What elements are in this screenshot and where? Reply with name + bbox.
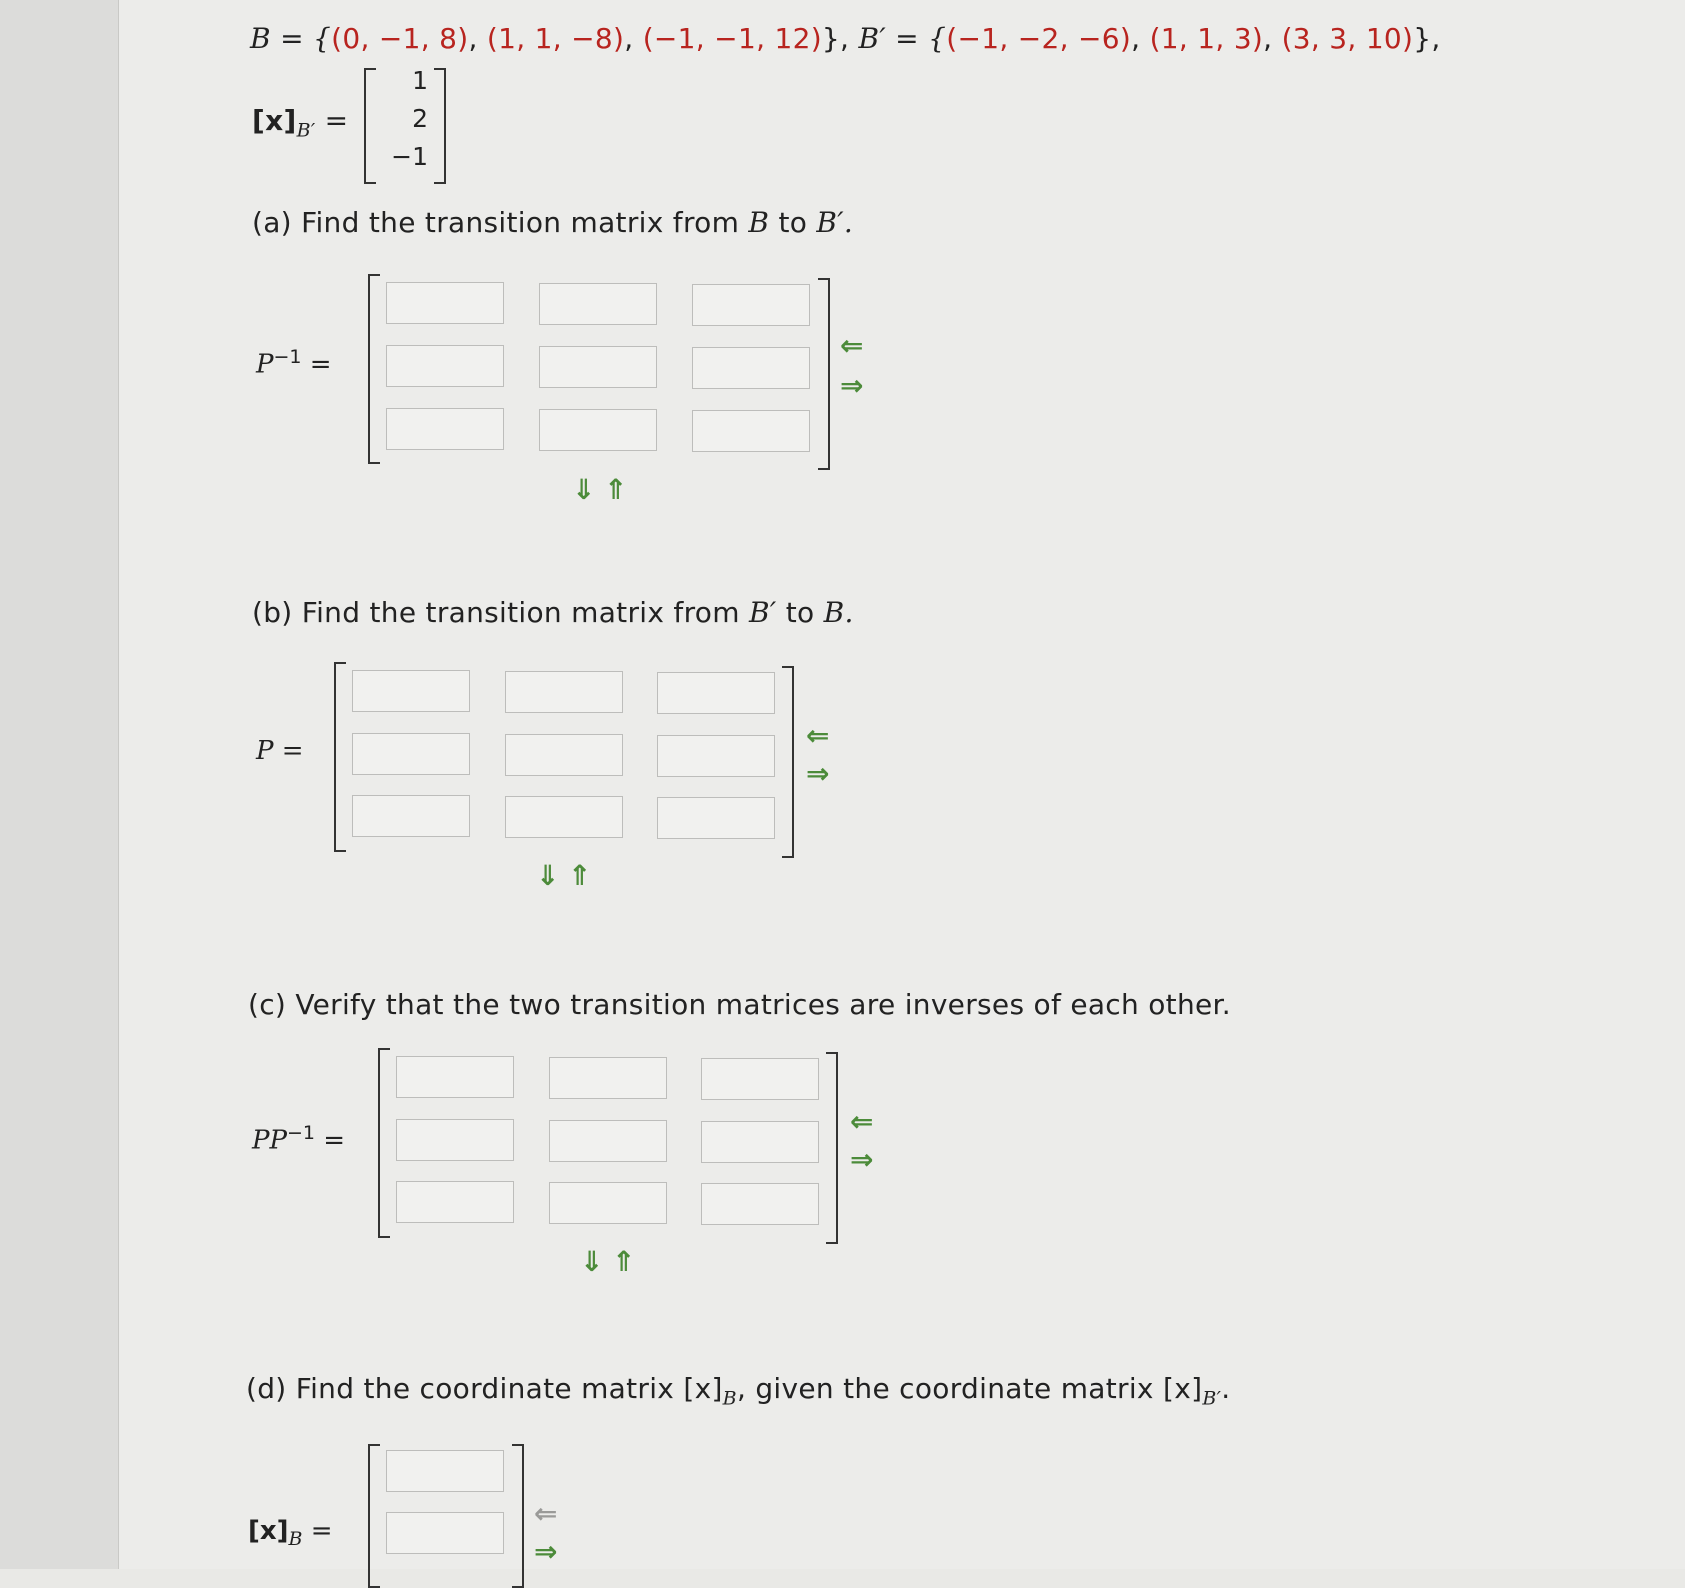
matrix-a-cell-1-2[interactable]	[539, 283, 657, 325]
bracket-right	[434, 68, 446, 184]
prompt-text: to	[769, 206, 817, 239]
matrix-a-bracket-right	[818, 278, 830, 470]
remove-column-arrow-icon[interactable]: ⇒	[840, 369, 864, 402]
matrix-c-cell-2-3[interactable]	[701, 1121, 819, 1163]
matrix-d-cell-1[interactable]	[386, 1450, 504, 1492]
matrix-d-cell-2[interactable]	[386, 1512, 504, 1554]
x-label: [x]	[252, 104, 297, 137]
matrix-c-cell-1-2[interactable]	[549, 1057, 667, 1099]
matrix-b-cell-3-1[interactable]	[352, 795, 470, 837]
add-row-arrow-icon[interactable]: ⇓	[536, 859, 560, 892]
equals: =	[324, 104, 349, 137]
prompt-var: B.	[823, 596, 854, 629]
matrix-d-bracket-right	[512, 1444, 524, 1588]
vector-entry: −1	[391, 142, 428, 171]
prompt-text: .	[1221, 1372, 1231, 1405]
matrix-c-cell-1-3[interactable]	[701, 1058, 819, 1100]
prompt-text: (d) Find the coordinate matrix [x]	[246, 1372, 723, 1405]
remove-row-arrow-icon[interactable]: ⇑	[612, 1245, 636, 1278]
matrix-c-cell-3-3[interactable]	[701, 1183, 819, 1225]
matrix-d-bracket-left	[368, 1444, 380, 1588]
equals: =	[323, 1125, 346, 1156]
add-row-arrow-icon[interactable]: ⇓	[580, 1245, 604, 1278]
add-column-arrow-icon[interactable]: ⇐	[850, 1105, 874, 1138]
basis-B-vector-1: (0, −1, 8)	[331, 22, 469, 55]
basis-B-label: B = {	[250, 22, 332, 55]
x-sub: B′	[296, 119, 316, 142]
part-c-prompt: (c) Verify that the two transition matrices are inverses of each other.	[248, 988, 1231, 1021]
basis-B-vector-3: (−1, −1, 12)	[642, 22, 822, 55]
matrix-a-cell-3-1[interactable]	[386, 408, 504, 450]
part-c-matrix-label	[252, 1122, 345, 1156]
matrix-c-cell-3-2[interactable]	[549, 1182, 667, 1224]
remove-row-arrow-icon[interactable]: ⇑	[604, 473, 628, 506]
matrix-c-cell-2-1[interactable]	[396, 1119, 514, 1161]
matrix-b-cell-3-2[interactable]	[505, 796, 623, 838]
remove-row-arrow-icon[interactable]: ⇑	[568, 859, 592, 892]
prompt-var: B	[748, 206, 770, 239]
prompt-text: (a) Find the transition matrix from	[252, 206, 749, 239]
prompt-text: (b) Find the transition matrix from	[252, 596, 749, 629]
matrix-symbol: P	[256, 349, 274, 380]
matrix-sup: −1	[287, 1122, 316, 1144]
prompt-text: to	[776, 596, 824, 629]
matrix-symbol: [x]	[248, 1516, 289, 1546]
basis-Bprime-vector-3: (3, 3, 10)	[1281, 22, 1414, 55]
add-column-arrow-icon[interactable]: ⇐	[840, 329, 864, 362]
matrix-a-cell-3-2[interactable]	[539, 409, 657, 451]
basis-Bprime-close: },	[1413, 22, 1441, 55]
basis-B-vector-2: (1, 1, −8)	[486, 22, 625, 55]
x-Bprime-label	[252, 104, 348, 142]
basis-Bprime-vector-1: (−1, −2, −6)	[946, 22, 1132, 55]
remove-column-arrow-icon[interactable]: ⇒	[534, 1535, 558, 1568]
matrix-c-cell-1-1[interactable]	[396, 1056, 514, 1098]
part-a-prompt	[252, 206, 853, 239]
prompt-sub: B′	[1202, 1387, 1222, 1410]
prompt-text: , given the coordinate matrix [x]	[736, 1372, 1203, 1405]
equals: =	[310, 1516, 333, 1546]
basis-B-close: },	[821, 22, 850, 55]
matrix-b-cell-3-3[interactable]	[657, 797, 775, 839]
vector-entry: 1	[412, 66, 428, 95]
matrix-a-cell-2-3[interactable]	[692, 347, 810, 389]
add-column-arrow-icon[interactable]: ⇐	[534, 1497, 558, 1530]
matrix-a-bracket-left	[368, 274, 380, 464]
basis-definition-line	[250, 22, 1441, 55]
left-margin	[0, 0, 119, 1569]
matrix-b-cell-2-3[interactable]	[657, 735, 775, 777]
basis-Bprime-vector-2: (1, 1, 3)	[1149, 22, 1264, 55]
matrix-b-bracket-right	[782, 666, 794, 858]
part-b-matrix-label: P =	[256, 736, 304, 766]
matrix-b-cell-1-1[interactable]	[352, 670, 470, 712]
matrix-b-bracket-left	[334, 662, 346, 852]
part-a-matrix-label	[256, 346, 332, 380]
matrix-b-cell-2-1[interactable]	[352, 733, 470, 775]
matrix-a-cell-1-3[interactable]	[692, 284, 810, 326]
matrix-c-cell-2-2[interactable]	[549, 1120, 667, 1162]
prompt-var: B′.	[816, 206, 854, 239]
matrix-symbol: PP	[252, 1125, 287, 1156]
matrix-c-cell-3-1[interactable]	[396, 1181, 514, 1223]
matrix-sub: B	[288, 1528, 303, 1551]
prompt-sub: B	[722, 1387, 737, 1410]
part-b-prompt	[252, 596, 854, 629]
vector-entry: 2	[412, 104, 428, 133]
equals: =	[309, 349, 332, 380]
matrix-a-cell-3-3[interactable]	[692, 410, 810, 452]
matrix-b-cell-1-2[interactable]	[505, 671, 623, 713]
matrix-a-cell-2-2[interactable]	[539, 346, 657, 388]
separator: ,	[1263, 22, 1282, 55]
matrix-a-cell-1-1[interactable]	[386, 282, 504, 324]
separator: ,	[468, 22, 487, 55]
matrix-sup: −1	[273, 346, 302, 368]
matrix-a-cell-2-1[interactable]	[386, 345, 504, 387]
matrix-b-cell-1-3[interactable]	[657, 672, 775, 714]
matrix-b-cell-2-2[interactable]	[505, 734, 623, 776]
add-column-arrow-icon[interactable]: ⇐	[806, 719, 830, 752]
add-row-arrow-icon[interactable]: ⇓	[572, 473, 596, 506]
matrix-c-bracket-right	[826, 1052, 838, 1244]
separator: ,	[624, 22, 643, 55]
remove-column-arrow-icon[interactable]: ⇒	[806, 757, 830, 790]
separator: ,	[1131, 22, 1150, 55]
prompt-var: B′	[748, 596, 777, 629]
remove-column-arrow-icon[interactable]: ⇒	[850, 1143, 874, 1176]
part-d-prompt	[246, 1372, 1230, 1410]
basis-Bprime-label: B′ = {	[858, 22, 947, 55]
part-d-matrix-label	[248, 1516, 333, 1550]
matrix-c-bracket-left	[378, 1048, 390, 1238]
